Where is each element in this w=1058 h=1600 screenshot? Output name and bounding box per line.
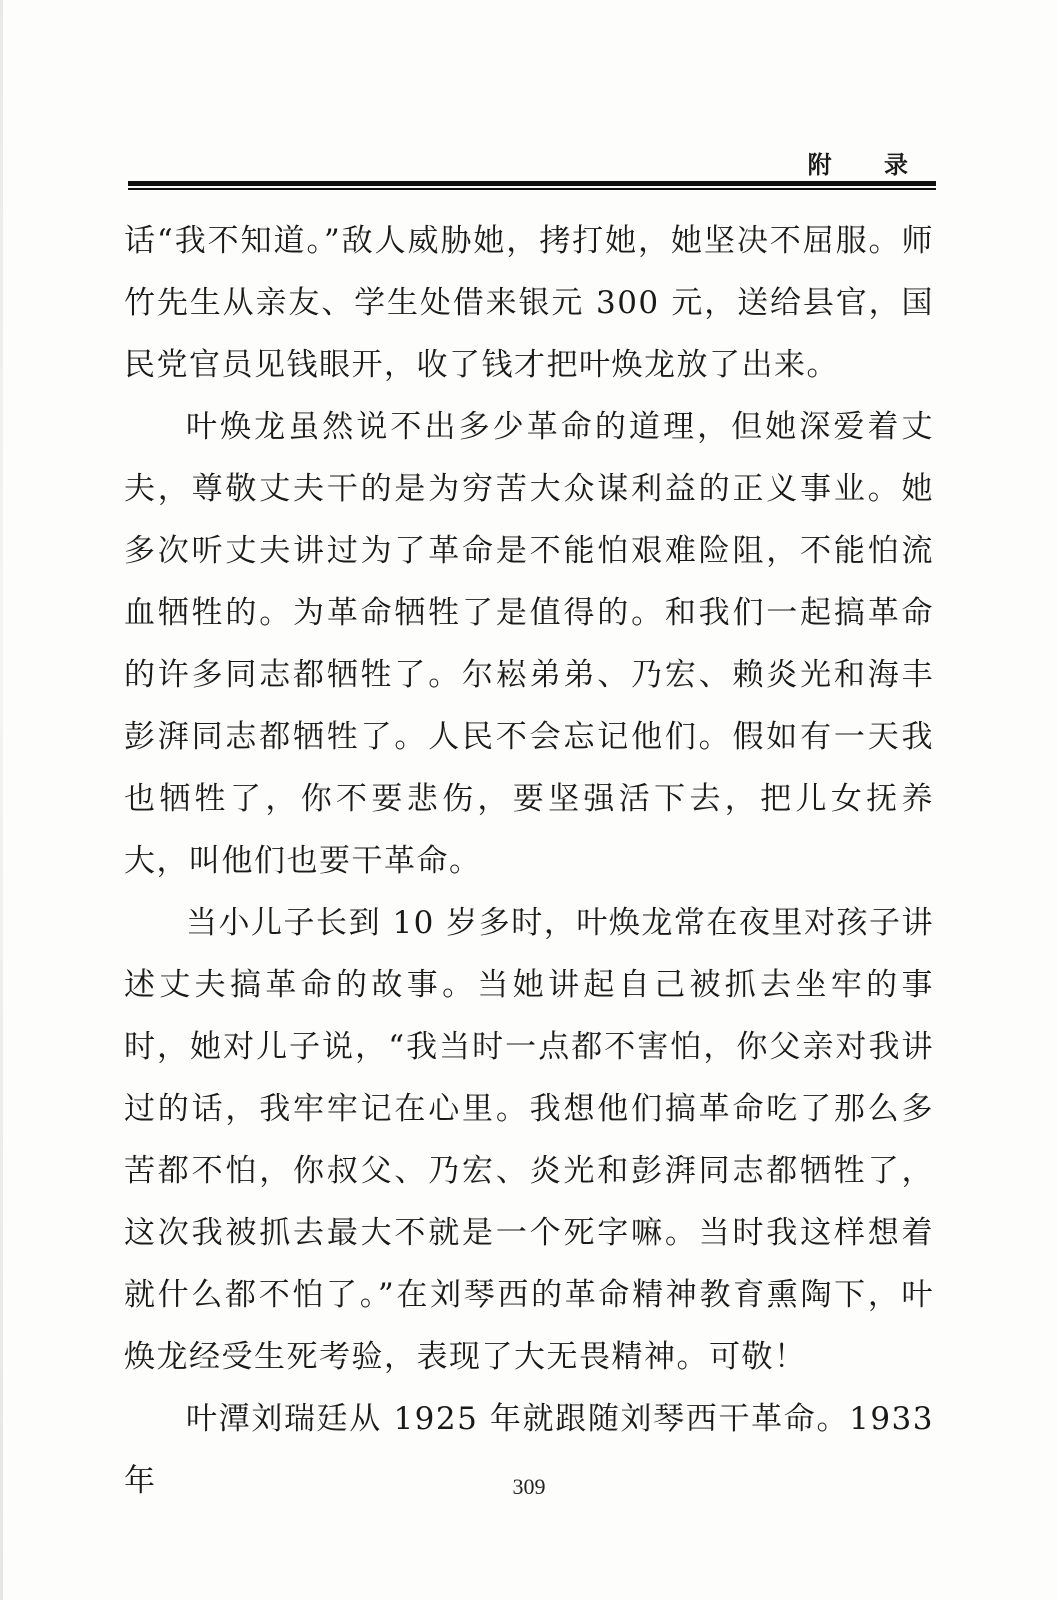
body-text [124,210,934,1512]
running-header [128,150,936,190]
paragraph: 叶焕龙虽然说不出多少革命的道理，但她深爱着丈夫，尊敬丈夫干的是为穷苦大众谋利益的正义事业。她多次听丈夫讲过为了革命是不能怕艰难险阻，不能怕流血牺牲的。为革命牺牲了是值得的。和我们一起搞革命的许多同志都牺牲了。尔崧弟弟、乃宏、赖炎光和海丰彭湃同志都牺牲了。人民不会忘记他们。假如有一天我也牺牲了，你不要悲伤，要坚强活下去，把儿女抚养大，叫他们也要干革命。 [124,409,934,879]
paragraph: 叶潭刘瑞廷从 1925 年就跟随刘琴西干革命。1933 年 [124,1401,934,1499]
header-rule-thick [128,181,936,186]
scan-edge [0,0,3,1600]
page-number: 309 [512,1474,546,1499]
section-title: 附 录 [807,151,930,179]
paragraph: 话“我不知道。”敌人威胁她，拷打她，她坚决不屈服。师竹先生从亲友、学生处借来银元 300 元，送给县官，国民党官员见钱眼开，收了钱才把叶焕龙放了出来。 [124,223,934,383]
paragraph: 当小儿子长到 10 岁多时，叶焕龙常在夜里对孩子讲述丈夫搞革命的故事。当她讲起自己被抓去坐牢的事时，她对儿子说，“我当时一点都不害怕，你父亲对我讲过的话，我牢牢记在心里。我想他们搞革命吃了那么多苦都不怕，你叔父、乃宏、炎光和彭湃同志都牺牲了，这次我被抓去最大不就是一个死字嘛。当时我这样想着就什么都不怕了。”在刘琴西的革命精神教育熏陶下，叶焕龙经受生死考验，表现了大无畏精神。可敬！ [124,905,934,1375]
header-rule-thin [128,188,936,190]
